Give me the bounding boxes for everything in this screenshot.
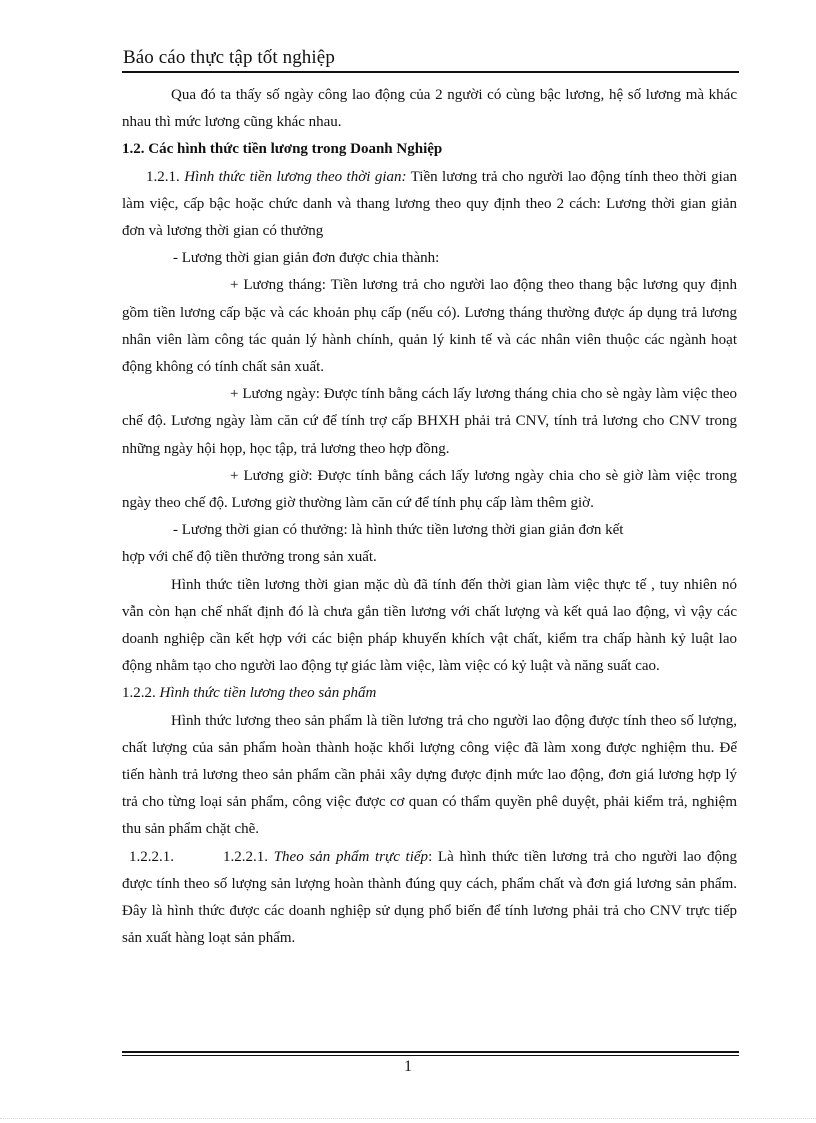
plus-item-daily-wage: + Lương ngày: Được tính bằng cách lấy lương tháng chia cho sè ngày làm việc theo chế độ. Lương ngày làm căn cứ để tính trợ cấp BHXH phải trả CNV, tính trả lương cho CNV trong những ngày hội họp, học tập, trả lương theo hợp đồng. [122, 386, 737, 457]
dash-item-bonus-time-wage: - Lương thời gian có thưởng: là hình thức tiền lương thời gian giản đơn kết [173, 522, 624, 539]
subsection-title: Theo sản phẩm trực tiếp [273, 848, 429, 865]
page-header-title: Báo cáo thực tập tốt nghiệp [123, 47, 335, 68]
subsection-number: 1.2.1. [146, 168, 185, 185]
footer-rule-thin [122, 1055, 739, 1056]
subsection-number-outline: 1.2.2.1. [129, 848, 174, 865]
subsection-text: : Là hình thức tiền lương trả cho người lao động được tính theo số lượng sản lượng hoàn thành đúng quy cách, phẩm chất và đơn giá lương sản phẩm. Đây là hình thức được các doanh nghiệp sử dụng phổ biến để tính lương phải trả cho CNV trực tiếp sản xuất hàng loạt sản phẩm. [122, 848, 738, 947]
footer-rule-thick [122, 1051, 739, 1053]
subsection-title: Hình thức tiền lương theo sản phẩm [159, 685, 377, 702]
dash-item-bonus-time-wage-cont: hợp với chế độ tiền thưởng trong sản xuất. [122, 549, 377, 566]
paragraph-intro: Qua đó ta thấy số ngày công lao động của 2 người có cùng bậc lương, hệ số lương mà khác nhau thì mức lương cũng khác nhau. [122, 87, 737, 131]
subsection-1-2-2-1 [122, 844, 737, 953]
plus-item-hourly-wage: + Lương giờ: Được tính bằng cách lấy lương ngày chia cho sè giờ làm việc trong ngày theo chế độ. Lương giờ thường làm căn cứ để tính phụ cấp làm thêm giờ. [122, 467, 737, 512]
subsection-text: Tiền lương trả cho người lao động tính theo thời gian làm việc, cấp bậc hoặc chức danh và thang lương theo quy định theo 2 cách: Lương thời gian giản đơn và lương thời gian có thưởng [122, 168, 737, 240]
dash-item-simple-time-wage: - Lương thời gian giản đơn được chia thành: [173, 250, 440, 267]
section-heading-1-2: 1.2. Các hình thức tiền lương trong Doanh Nghiệp [122, 141, 443, 158]
paragraph-product-wage: Hình thức lương theo sản phẩm là tiền lương trả cho người lao động được tính theo số lượng, chất lượng của sản phẩm hoàn thành hoặc khối lượng công việc đã làm xong được nghiệm thu. Để tiến hành trả lương theo sản phẩm cần phải xây dựng được định mức lao động, đơn giá lương hợp lý trả cho từng loại sản phẩm, công việc được cơ quan có thẩm quyền phê duyệt, phải kiểm trả, nghiệm thu sản phẩm chặt chẽ. [122, 712, 737, 838]
subsection-number: 1.2.2.1. [223, 848, 274, 865]
document-body [122, 82, 737, 953]
header-rule [122, 71, 739, 73]
subsection-1-2-1 [122, 164, 737, 246]
page-boundary-line [0, 1118, 816, 1119]
plus-item-monthly-wage: + Lương tháng: Tiền lương trả cho người lao động theo thang bậc lương quy định gồm tiền lương cấp bặc và các khoản phụ cấp (nếu có). Lương tháng thường được áp dụng trả lương nhân viên làm công tác quản lý hành chính, quản lý kinh tế và các nhân viên thuộc các ngành hoạt động không có tính chất sản xuất. [122, 277, 737, 376]
subsection-1-2-2 [122, 680, 737, 707]
page-number: 1 [404, 1058, 412, 1075]
paragraph-time-wage-limits: Hình thức tiền lương thời gian mặc dù đã tính đến thời gian làm việc thực tế , tuy nhiên nó vẫn còn hạn chế nhất định đó là chưa gắn tiền lương với chất lượng và kết quả lao động, vì vậy các doanh nghiệp cần kết hợp với các biện pháp khuyến khích vật chất, kiểm tra chấp hành kỷ luật lao động nhằm tạo cho người lao động tự giác làm việc, làm việc có kỷ luật và năng suất cao. [122, 576, 737, 675]
subsection-number: 1.2.2. [122, 685, 160, 702]
subsection-title: Hình thức tiền lương theo thời gian: [184, 168, 407, 185]
